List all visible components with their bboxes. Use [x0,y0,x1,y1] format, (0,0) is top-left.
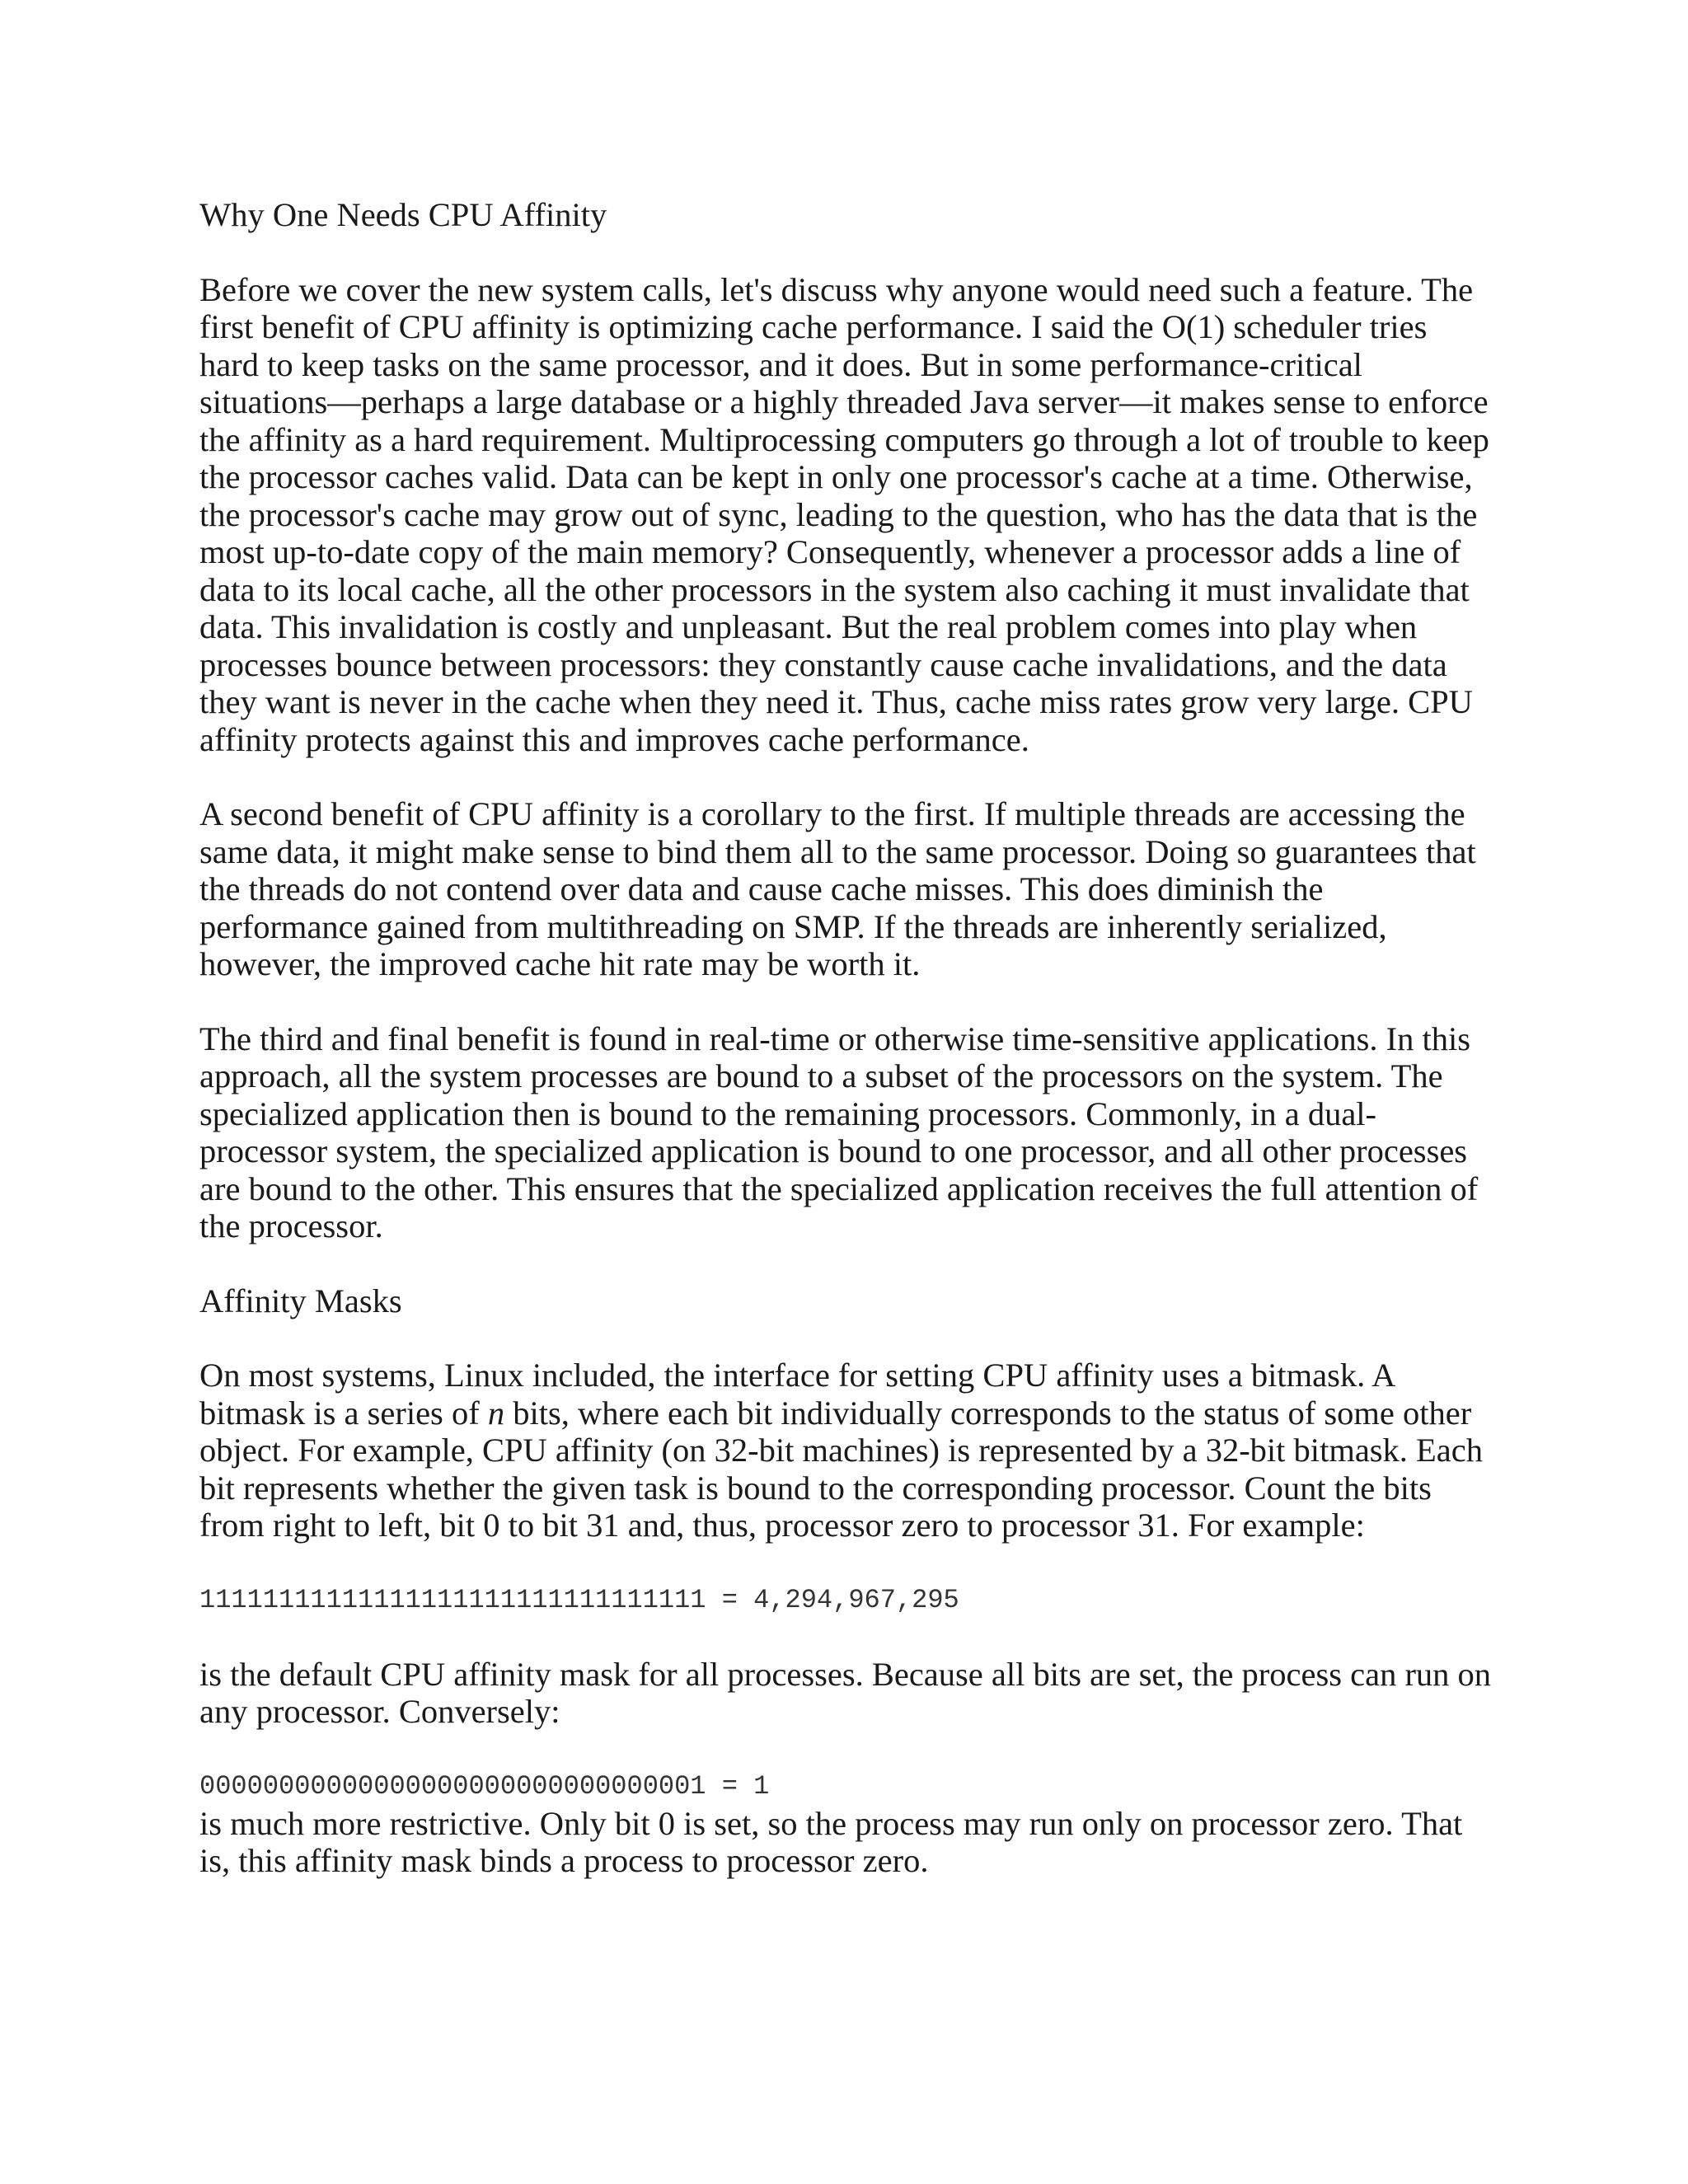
bitmask-n-variable: n [487,1394,505,1432]
paragraph-second-benefit: A second benefit of CPU affinity is a corollary to the first. If multiple threads are accessing the same data, it might make sense to bind them all to the same processor. Doing so guarantees that the threads do not contend over data and cause cache misses. This does diminish the performance gained from multithreading on SMP. If the threads are inherently serialized, however, the improved cache hit rate may be worth it. [199,795,1476,982]
paragraph-bitmask-explanation [199,1357,1493,1544]
paragraph-cache-performance: Before we cover the new system calls, let's discuss why anyone would need such a feature. The first benefit of CPU affinity is optimizing cache performance. I said the O(1) scheduler tries hard to keep tasks on the same processor, and it does. But in some performance-critical situations—perhaps a large database or a highly threaded Java server—it makes sense to enforce the affinity as a hard requirement. Multiprocessing computers go through a lot of trouble to keep the processor caches valid. Data can be kept in only one processor's cache at a time. Otherwise, the processor's cache may grow out of sync, leading to the question, who has the data that is the most up-to-date copy of the main memory? Consequently, whenever a processor adds a line of data to its local cache, all the other processors in the system also caching it must invalidate that data. This invalidation is costly and unpleasant. But the real problem comes into play when processes bounce between processors: they constantly cause cache invalidations, and the data they want is never in the cache when they need it. Thus, cache miss rates grow very large. CPU affinity protects against this and improves cache performance. [199,270,1489,758]
code-all-bits-set: 11111111111111111111111111111111 = 4,294,967,295 [199,1584,959,1615]
paragraph-default-mask: is the default CPU affinity mask for all processes. Because all bits are set, the process can run on any processor. Conversely: [199,1655,1492,1730]
document-page [199,196,1493,1917]
bitmask-text-part-2: bits, where each bit individually corresponds to the status of some other object. For example, CPU affinity (on 32-bit machines) is represented by a 32-bit bitmask. Each bit represents whether the given task is bound to the corresponding processor. Count the bits from right to left, bit 0 to bit 31 and, thus, processor zero to processor 31. For example: [199,1394,1483,1544]
paragraph-restrictive-mask: is much more restrictive. Only bit 0 is set, so the process may run only on processor zero. That is, this affinity mask binds a process to processor zero. [199,1804,1463,1879]
code-bit-zero-set: 00000000000000000000000000000001 = 1 [199,1770,770,1802]
bitmask-text-part-1: On most systems, Linux included, the interface for setting CPU affinity uses a bitmask. A bitmask is a series of [199,1357,1395,1432]
paragraph-third-benefit: The third and final benefit is found in real-time or otherwise time-sensitive applications. In this approach, all the system processes are bound to a subset of the processors on the system. The specialized application then is bound to the remaining processors. Commonly, in a dual-processor system, the specialized application is bound to one processor, and all other processes are bound to the other. This ensures that the specialized application receives the full attention of the processor. [199,1019,1479,1244]
section-heading-why-cpu-affinity: Why One Needs CPU Affinity [199,196,607,233]
section-heading-affinity-masks: Affinity Masks [199,1282,402,1319]
